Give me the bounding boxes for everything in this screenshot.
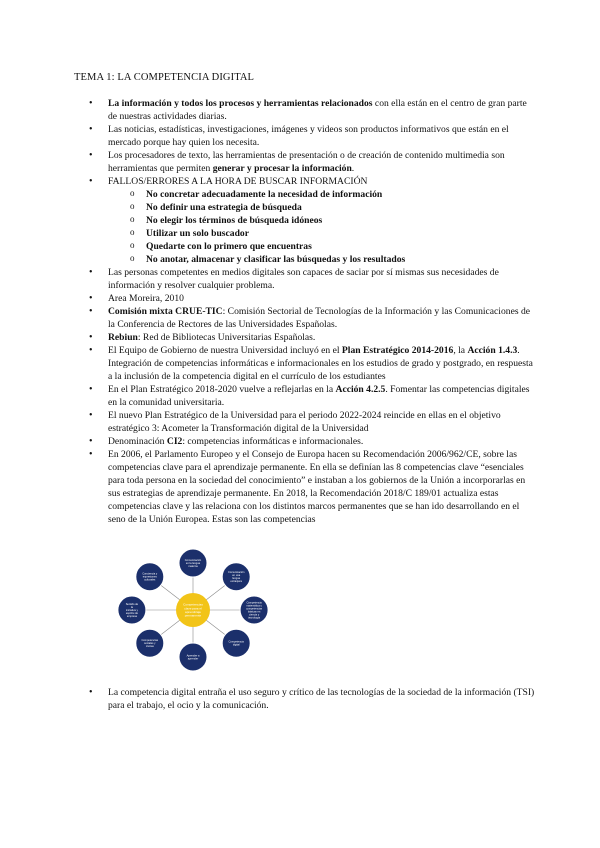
page-title: TEMA 1: LA COMPETENCIA DIGITAL: [74, 72, 255, 83]
node-label: Comunicación en la lengua materna: [184, 558, 202, 568]
list-item: [86, 686, 536, 712]
item-text: En el Plan Estratégico 2018-2020 vuelve a reflejarlas en la: [108, 384, 336, 395]
bold-text: Comisión mixta CRUE-TIC: [108, 306, 223, 317]
item-text: : competencias informáticas e informacionales.: [182, 436, 364, 447]
item-text: Area Moreira, 2010: [108, 293, 184, 304]
item-text: . Integración de competencias informáticas e informacionales en los estudios de grado y postgrado, en respuesta a la inclusión de la competencia digital en el currículo de los estudiantes: [108, 345, 533, 382]
list-item: [86, 331, 536, 344]
sub-item-text: No anotar, almacenar y clasificar las búsquedas y los resultados: [146, 254, 406, 265]
item-text: .: [351, 163, 355, 174]
bold-text: generar y procesar la información: [212, 163, 352, 174]
item-text: Las noticias, estadísticas, investigaciones, imágenes y videos son productos informativos que están en el mercado porque hay quien los necesita.: [108, 124, 509, 148]
bold-text: Acción 4.2.5: [335, 384, 386, 395]
item-text: En 2006, el Parlamento Europeo y el Consejo de Europa hacen su Recomendación 2006/962/CE, sobre las competencias clave para el aprendizaje permanente. En ella se definían las 8 competencias clave “esenciales para toda persona en la sociedad del conocimiento” e instaban a los gobiernos de la Unión a incorporarlas en sus estrategias de aprendizaje permanente. En 2018, la Recomendación 2018/C 189/01 actualiza estas competencias clave y las relaciona con los distintos marcos permanentes que se han ido desarrollando en el seno de la Unión Europea. Estas son las competencias: [108, 449, 526, 525]
key-competences-diagram: [118, 548, 268, 674]
competence-node: [179, 549, 207, 577]
competence-node: [222, 563, 250, 591]
sub-item-text: No elegir los términos de búsqueda idóneos: [146, 215, 323, 226]
list-item: [86, 149, 536, 175]
list-item: [86, 448, 536, 526]
item-text: El Equipo de Gobierno de nuestra Universidad incluyó en el: [108, 345, 342, 356]
sub-item-text: No definir una estrategia de búsqueda: [146, 202, 302, 213]
sub-list-item: [108, 201, 536, 214]
sub-list-item: [108, 214, 536, 227]
item-text: , la: [453, 345, 468, 356]
competence-node: [136, 629, 164, 657]
item-text: El nuevo Plan Estratégico de la Universidad para el periodo 2022-2024 reincide en ellas en el objetivo estratégico 3: Acometer la Transformación digital de la Universidad: [108, 410, 501, 434]
sub-list-item: [108, 240, 536, 253]
competence-node: [222, 629, 250, 657]
list-item: [86, 97, 536, 123]
list-item: [86, 383, 536, 409]
section-heading: FALLOS/ERRORES A LA HORA DE BUSCAR INFORMACIÓN: [108, 176, 368, 187]
node-label: Competencia digital: [228, 640, 244, 647]
competence-node: [240, 596, 268, 624]
item-text: con ella están en el centro de gran parte de nuestras actividades diarias.: [108, 98, 527, 122]
node-label: Competencias sociales y cívicas: [141, 639, 159, 649]
sub-list-item: [108, 227, 536, 240]
sub-item-text: Quedarte con lo primero que encuentras: [146, 241, 312, 252]
bold-text: Plan Estratégico 2014-2016: [341, 345, 454, 356]
sub-list-item: [108, 253, 536, 266]
node-label: Conciencia y expresiones culturales: [142, 572, 158, 582]
sub-list-item: [108, 188, 536, 201]
final-paragraph: [86, 686, 536, 712]
node-label: Sentido de la iniciativa y espíritu de empresa: [125, 602, 139, 618]
bullet-list: [86, 97, 536, 526]
sub-item-text: Utilizar un solo buscador: [146, 228, 249, 239]
center-label: Competencias clave para el aprendizaje permanente: [183, 602, 203, 618]
item-text: : Red de Bibliotecas Universitarias Españolas.: [137, 332, 316, 343]
competence-node: [118, 596, 146, 624]
item-text: : Comisión Sectorial de Tecnologías de la Información y las Comunicaciones de la Conferencia de Rectores de las Universidades Españolas.: [108, 306, 531, 330]
diagram-nodes: [118, 549, 268, 671]
list-item: [86, 435, 536, 448]
bold-text: Acción 1.4.3: [467, 345, 518, 356]
bold-text: CI2: [166, 436, 183, 447]
list-item: [86, 409, 536, 435]
list-item: [86, 344, 536, 383]
list-item: [86, 292, 536, 305]
item-text: Denominación: [108, 436, 167, 447]
node-label: Competencia matemática y competencias básicas en ciencia y tecnología: [246, 601, 263, 620]
bold-text: La información y todos los procesos y herramientas relacionados: [108, 98, 373, 109]
list-item: [86, 123, 536, 149]
item-text: La competencia digital entraña el uso seguro y crítico de las tecnologías de la sociedad de la información (TSI) para el trabajo, el ocio y la comunicación.: [108, 687, 535, 711]
list-item: [86, 175, 536, 266]
center-node: [176, 593, 210, 627]
main-content: [86, 97, 536, 526]
node-label: Aprender a aprender: [186, 654, 200, 661]
item-text: . Fomentar las competencias digitales en la comunidad universitaria.: [108, 384, 530, 408]
list-item: [86, 266, 536, 292]
item-text: Los procesadores de texto, las herramientas de presentación o de creación de contenido multimedia son herramientas que permiten: [108, 150, 505, 174]
competence-node: [179, 643, 207, 671]
sub-list: [108, 188, 536, 266]
item-text: Las personas competentes en medios digitales son capaces de saciar por sí mismas sus necesidades de información y resolver cualquier problema.: [108, 267, 499, 291]
list-item: [86, 305, 536, 331]
sub-item-text: No concretar adecuadamente la necesidad de información: [146, 189, 383, 200]
bullet-list: [86, 686, 536, 712]
bold-text: Rebiun: [108, 332, 138, 343]
competence-node: [136, 563, 164, 591]
node-label: Comunicación en una lengua extranjera: [227, 571, 245, 584]
